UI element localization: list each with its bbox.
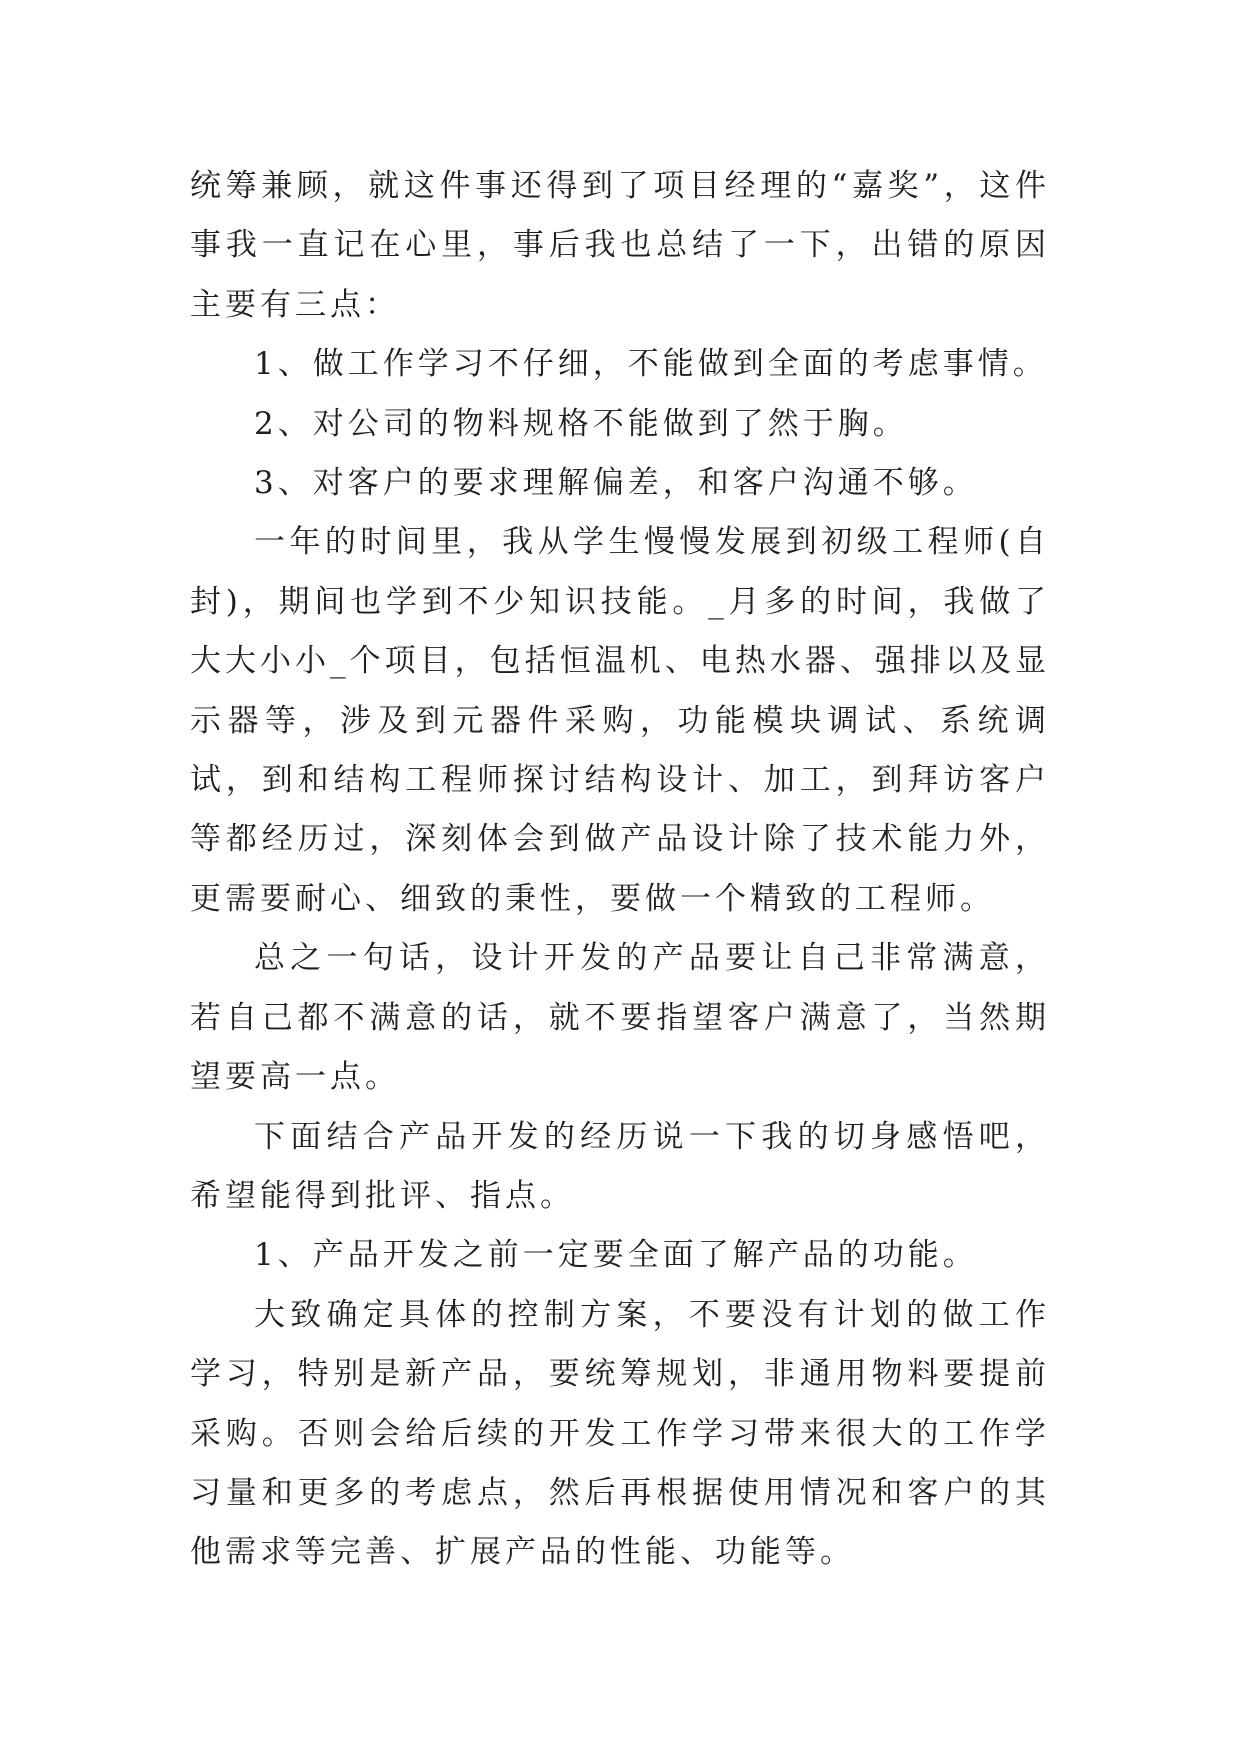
paragraph-5: 一年的时间里，我从学生慢慢发展到初级工程师(自封)，期间也学到不少知识技能。_月多的时间，我做了大大小小_个项目，包括恒温机、电热水器、强排以及显示器等，涉及到元器件采购，功能模块调试、系统调试，到和结构工程师探讨结构设计、加工，到拜访客户等都经历过，深刻体会到做产品设计除了技术能力外，更需要耐心、细致的秉性，要做一个精致的工程师。 — [190, 524, 1050, 917]
paragraph-6: 总之一句话，设计开发的产品要让自己非常满意，若自己都不满意的话，就不要指望客户满意了，当然期望要高一点。 — [190, 940, 1050, 1096]
document-body — [190, 157, 1050, 1583]
paragraph-4: 3、对客户的要求理解偏差，和客户沟通不够。 — [254, 465, 978, 502]
paragraph-3: 2、对公司的物料规格不能做到了然于胸。 — [254, 405, 908, 442]
paragraph-1: 统筹兼顾，就这件事还得到了项目经理的“嘉奖”，这件事我一直记在心里，事后我也总结了一下，出错的原因主要有三点： — [190, 168, 1050, 323]
paragraph-2: 1、做工作学习不仔细，不能做到全面的考虑事情。 — [254, 346, 1048, 383]
paragraph-9: 大致确定具体的控制方案，不要没有计划的做工作学习，特别是新产品，要统筹规划，非通用物料要提前采购。否则会给后续的开发工作学习带来很大的工作学习量和更多的考虑点，然后再根据使用情况和客户的其他需求等完善、扩展产品的性能、功能等。 — [190, 1296, 1050, 1571]
paragraph-7: 下面结合产品开发的经历说一下我的切身感悟吧，希望能得到批评、指点。 — [190, 1118, 1050, 1214]
paragraph-8: 1、产品开发之前一定要全面了解产品的功能。 — [254, 1237, 978, 1274]
